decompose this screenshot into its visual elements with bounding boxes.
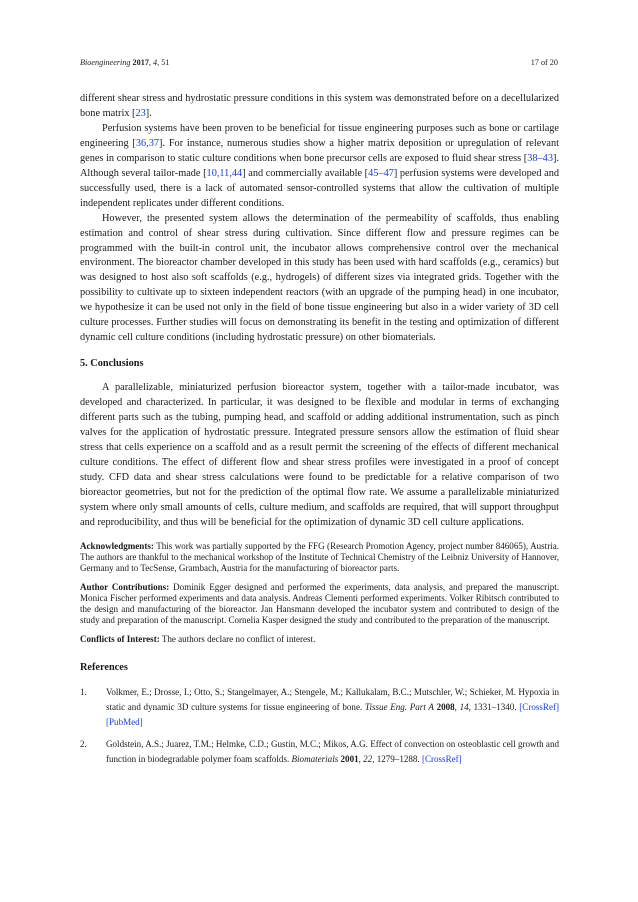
acknowledgments — [80, 541, 559, 575]
journal-citation: Bioengineering 2017, 4, 51 — [80, 58, 170, 67]
references-heading: References — [80, 662, 128, 674]
page-number: 17 of 20 — [530, 58, 558, 67]
citation-link[interactable]: 45–47 — [368, 167, 394, 179]
running-header — [80, 58, 558, 70]
citation-link[interactable]: 10,11,44 — [206, 167, 243, 179]
reference-journal: Tissue Eng. Part A — [364, 702, 434, 713]
citation-link[interactable]: 38–43 — [527, 152, 553, 164]
reference-list — [80, 685, 559, 767]
text-run: ]. Although several tailor-made [ — [80, 152, 559, 179]
author-contributions — [80, 582, 559, 627]
article-number: 51 — [161, 58, 170, 67]
reference-number: 2. — [80, 738, 87, 749]
main-text — [80, 92, 559, 767]
journal-name: Bioengineering — [80, 58, 131, 67]
author-contributions-text: Dominik Egger designed and performed the experiments, data analysis, and prepared the manuscript. Monica Fischer performed experiments and data analysis. Andreas Clementi performed experiments. Volker Ribitsch contributed to the design and manufacturing of the bioreactor. Jan Hansmann developed the incubator system and contributed to design of the study and preparation of the manuscript. Cornelia Kasper designed the study and contributed to the preparation of the manuscript. — [80, 581, 560, 626]
citation-link[interactable]: 23 — [135, 107, 146, 119]
text-run: ] perfusion systems were developed and successfully used, there is a lack of automated sensor-controlled systems that allow the cultivation of multiple independent replicates under different conditions. — [80, 167, 559, 209]
paragraph-conclusions: A parallelizable, miniaturized perfusion bioreactor system, together with a tailor-made incubator, was developed and characterized. In particular, it was designed to be flexible and modular in terms of exchanging different parts such as the tubing, pumping head, and scaffold or adding additional instrumentation, such as pinch valves for the application of hydrostatic pressure. Integrated pressure sensors allow the estimation of fluid shear stress that cells experience on a scaffold and as a result permit the screening of the effects of different mechanical culture conditions. The effect of different flow and shear stress profiles were investigated in a proof of concept study. CFD data and shear stress calculations were found to be predictable for a relative comparison of two bioreactor geometries, but not for the prediction of the optimal flow rate. We assume a parallelizable miniaturized system where only small amounts of cells, culture medium, and scaffolds are required, that will support throughput and reproducibility, and thus will be beneficial for the optimization of dynamic 3D cell culture applications. — [80, 382, 559, 528]
reference-journal: Biomaterials — [291, 753, 339, 764]
reference-authors-title: Volkmer, E.; Drosse, I.; Otto, S.; Stangelmayer, A.; Stengele, M.; Kallukalam, B.C.; Mutschler, W.; Schieker, M. Hypoxia in static and dynamic 3D culture systems for tissue engineering of bone. — [106, 687, 559, 713]
journal-volume: 4 — [153, 58, 158, 67]
text-run: ]. — [145, 107, 152, 119]
reference-authors-title: Goldstein, A.S.; Juarez, T.M.; Helmke, C.D.; Gustin, M.C.; Mikos, A.G. Effect of convection on osteoblastic cell growth and function in biodegradable polymer foam scaffolds. — [106, 738, 559, 764]
reference-item: 2. Goldstein, A.S.; Juarez, T.M.; Helmke, C.D.; Gustin, M.C.; Mikos, A.G. Effect of convection on osteoblastic cell growth and function in biodegradable polymer foam scaffolds. Biomaterials 2001, 22, 1279–1288. [CrossRef] — [80, 738, 559, 764]
acknowledgments-text: This work was partially supported by the FFG (Research Promotion Agency, project number 846065), Austria. The authors are thankful to the mechanical workshop of the Institute of Technical Chemistry of the Leibniz University of Hannover, Germany and to TecSense, Grambach, Austria for the manufacturing of bioreactor parts. — [80, 540, 559, 574]
reference-year: 2001 — [340, 753, 359, 764]
conflicts-text: The authors declare no conflict of interest. — [161, 633, 316, 644]
conflicts-of-interest — [80, 634, 559, 645]
conflicts-label: Conflicts of Interest: — [80, 633, 160, 644]
journal-year: 2017 — [132, 58, 149, 67]
reference-number: 1. — [80, 687, 87, 698]
reference-year: 2008 — [436, 702, 455, 713]
acknowledgments-label: Acknowledgments: — [80, 540, 154, 551]
reference-volume: 14 — [459, 702, 469, 713]
citation-link[interactable]: 36,37 — [135, 137, 160, 149]
crossref-link[interactable]: [CrossRef] — [421, 753, 462, 764]
reference-pages: , 1331–1340. — [468, 702, 517, 713]
pubmed-link[interactable]: [PubMed] — [106, 717, 143, 728]
paragraph-perfusion — [80, 122, 559, 212]
crossref-link[interactable]: [CrossRef] — [519, 702, 559, 713]
reference-volume: 22 — [363, 753, 373, 764]
text-run: ]. For instance, numerous studies show a higher matrix deposition or upregulation of relevant genes in comparison to static culture conditions when bone precursor cells are exposed to fluid shear stress [ — [80, 137, 560, 164]
text-run: Perfusion systems have been proven to be beneficial for tissue engineering purposes such as bone or cartilage engineering [ — [80, 122, 559, 149]
section-heading-conclusions: 5. Conclusions — [80, 358, 144, 370]
reference-item: 1. Volkmer, E.; Drosse, I.; Otto, S.; Stangelmayer, A.; Stengele, M.; Kallukalam, B.C.; Mutschler, W.; Schieker, M. Hypoxia in static and dynamic 3D culture systems for tissue engineering of bone. Tissue Eng. Part A 2008, 14, 1331–1340. [CrossRef] [PubMed] — [80, 687, 559, 728]
text-run: different shear stress and hydrostatic pressure conditions in this system was demonstrated before on a decellularized bone matrix [ — [80, 93, 559, 119]
paragraph-continued — [80, 92, 559, 122]
reference-pages: , 1279–1288. — [372, 753, 420, 764]
author-contributions-label: Author Contributions: — [80, 581, 170, 592]
text-run: ] and commercially available [ — [242, 167, 369, 179]
paragraph-presented-system: However, the presented system allows the determination of the permeability of scaffolds, thus enabling estimation and control of shear stress during cultivation. Since different flow and pressure regimes can be programmed with the built-in control unit, the incubator allows comprehensive control over the mechanical environment. The bioreactor chamber developed in this study has been used with hard scaffolds (e.g., ceramics) but was designed to host also soft scaffolds (e.g., hydrogels) of different sizes via integrated grids. Together with the possibility to cultivate up to sixteen independent reactors (with an upgrade of the pumping head) in one incubator, we hypothesize it can be used not only in the field of bone tissue engineering but also in a wider variety of 3D cell culture processes. Further studies will focus on demonstrating its benefit in the testing and optimization of different dynamic cell culture conditions (including hydrostatic pressure) on other biomaterials. — [80, 212, 559, 344]
